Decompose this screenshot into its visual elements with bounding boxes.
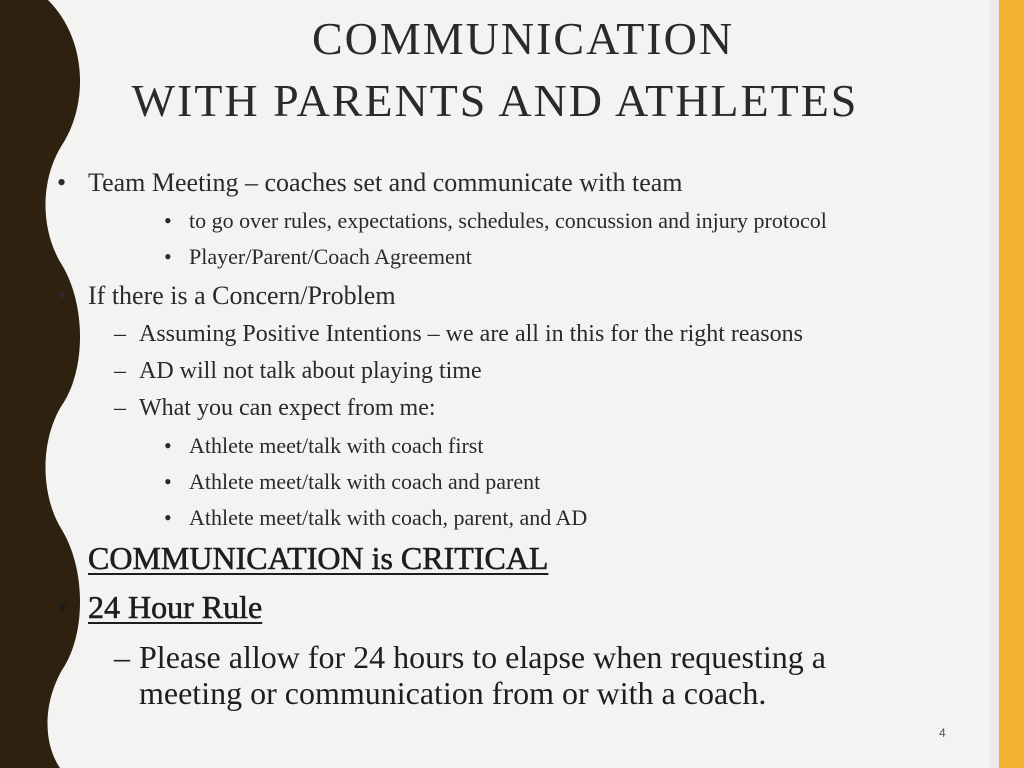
dash-marker: – <box>114 395 126 421</box>
rule-text-line-2: meeting or communication from or with a coach. <box>139 675 767 711</box>
bullet-marker: • <box>164 244 172 269</box>
bullet-coach-parent: Athlete meet/talk with coach and parent <box>189 469 541 494</box>
bullet-marker: • <box>57 168 67 197</box>
title-line-1: COMMUNICATION <box>311 13 735 64</box>
bullet-coach-first: Athlete meet/talk with coach first <box>189 433 484 458</box>
bullet-team-meeting: Team Meeting – coaches set and communicate with team <box>88 168 683 197</box>
bullet-24-hour-rule: 24 Hour Rule <box>88 589 263 625</box>
dash-playing-time: AD will not talk about playing time <box>139 358 482 384</box>
dash-positive-intentions: Assuming Positive Intentions – we are all in this for the right reasons <box>139 321 803 347</box>
bullet-marker: • <box>164 505 172 530</box>
bullet-concern-problem: If there is a Concern/Problem <box>88 281 396 310</box>
bullet-marker: • <box>164 469 172 494</box>
title-line-2: WITH PARENTS AND ATHLETES <box>131 75 859 126</box>
rule-text-line-1: Please allow for 24 hours to elapse when requesting a <box>139 639 826 675</box>
right-accent-stripe <box>999 0 1024 768</box>
bullet-rules-expectations: to go over rules, expectations, schedules, concussion and injury protocol <box>189 208 827 233</box>
dash-marker: – <box>114 321 126 347</box>
page-number: 4 <box>939 726 946 740</box>
bullet-agreement: Player/Parent/Coach Agreement <box>189 244 472 269</box>
bullet-marker: • <box>57 589 69 625</box>
bullet-coach-parent-ad: Athlete meet/talk with coach, parent, and AD <box>189 505 588 530</box>
dash-expect-from-me: What you can expect from me: <box>139 395 436 421</box>
dash-marker: – <box>114 639 130 675</box>
communication-critical-heading: COMMUNICATION is CRITICAL <box>88 540 549 576</box>
bullet-marker: • <box>164 208 172 233</box>
bullet-marker: • <box>164 433 172 458</box>
bullet-marker: • <box>57 281 67 310</box>
right-shade-bar <box>990 0 999 768</box>
dash-marker: – <box>114 358 126 384</box>
